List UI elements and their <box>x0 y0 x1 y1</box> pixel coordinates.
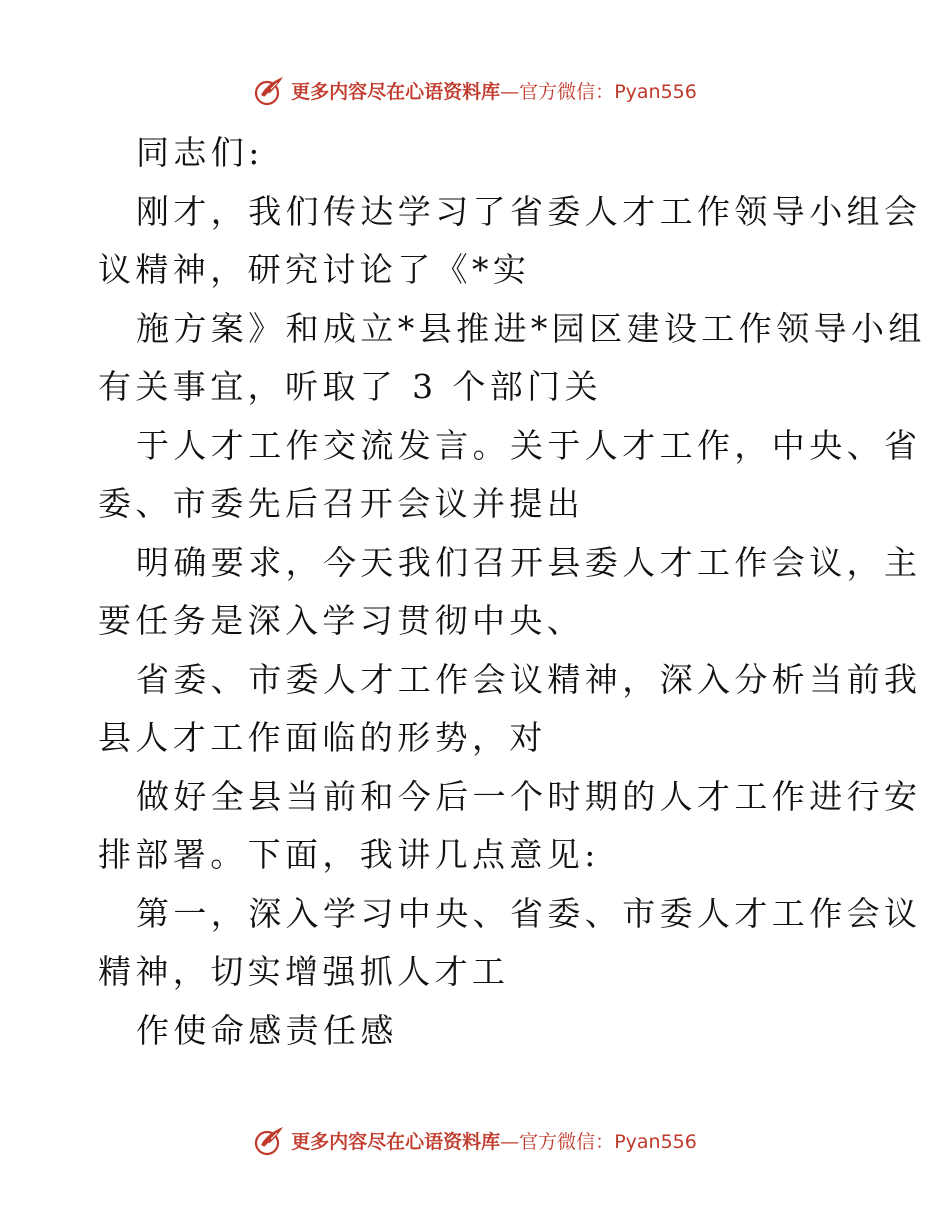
footer-watermark <box>0 1120 950 1160</box>
watermark-brand: 更多内容尽在心语资料库 <box>291 80 501 103</box>
body-text-line: 作使命感责任感 <box>136 1010 398 1050</box>
watermark-official-label: 官方微信： <box>519 1130 615 1153</box>
feather-quill-icon <box>253 73 287 107</box>
watermark-brand: 更多内容尽在心语资料库 <box>291 1130 501 1153</box>
watermark-separator: — <box>500 1130 520 1153</box>
body-text-line: 明确要求，今天我们召开县委人才工作会议，主 <box>136 542 922 582</box>
body-text-line: 刚才，我们传达学习了省委人才工作领导小组会 <box>136 191 922 231</box>
body-text-line: 第一，深入学习中央、省委、市委人才工作会议 <box>136 893 922 933</box>
body-text-line: 委、市委先后召开会议并提出 <box>98 484 585 523</box>
document-body <box>98 124 926 1060</box>
header-watermark <box>0 70 950 110</box>
watermark-separator: — <box>500 80 520 103</box>
watermark-wechat-id: Pyan556 <box>614 80 697 103</box>
body-text-line: 有关事宜，听取了 3 个部门关 <box>98 367 602 406</box>
body-text-line: 同志们: <box>136 133 264 172</box>
body-text-line: 于人才工作交流发言。关于人才工作，中央、省 <box>136 425 922 465</box>
feather-quill-icon <box>253 1123 287 1157</box>
body-text-line: 做好全县当前和今后一个时期的人才工作进行安 <box>136 776 922 816</box>
body-text-line: 施方案》和成立*县推进*园区建设工作领导小组 <box>136 308 926 348</box>
body-text-line: 排部署。下面，我讲几点意见: <box>98 835 600 874</box>
watermark-text <box>291 77 697 104</box>
body-text-line: 省委、市委人才工作会议精神，深入分析当前我 <box>136 659 922 699</box>
watermark-official-label: 官方微信： <box>519 80 615 103</box>
watermark-text <box>291 1127 697 1154</box>
body-text-line: 精神，切实增强抓人才工 <box>98 952 510 991</box>
body-text-line: 议精神，研究讨论了《*实 <box>98 250 531 289</box>
body-text-line: 县人才工作面临的形势，对 <box>98 718 547 757</box>
watermark-wechat-id: Pyan556 <box>614 1130 697 1153</box>
body-text-line: 要任务是深入学习贯彻中央、 <box>98 601 585 640</box>
